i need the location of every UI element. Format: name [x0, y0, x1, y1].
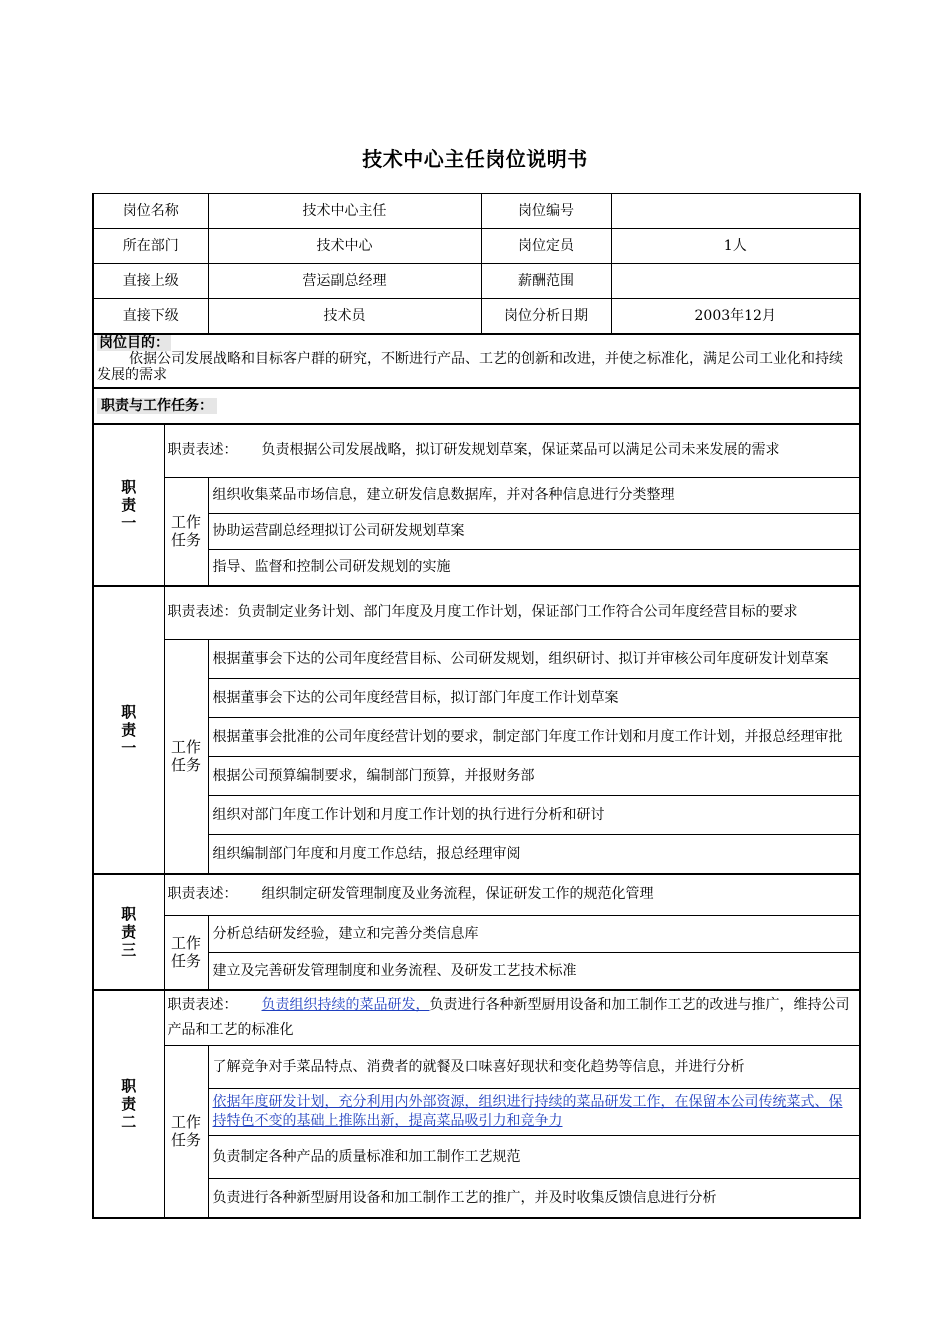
header-value: 技术中心主任 — [208, 194, 481, 229]
task-row — [93, 1135, 860, 1178]
header-label: 岗位名称 — [93, 194, 208, 229]
duty-description: 职责表述：负责制定业务计划、部门年度及月度工作计划，保证部门工作符合公司年度经营目标的要求 — [164, 586, 860, 640]
duty-desc-row — [93, 874, 860, 916]
task-item: 建立及完善研发管理制度和业务流程、及研发工艺技术标准 — [208, 952, 860, 990]
page-title: 技术中心主任岗位说明书 — [362, 147, 588, 171]
task-label: 工作任务 — [164, 477, 208, 586]
task-label: 工作任务 — [164, 915, 208, 990]
task-item: 了解竞争对手菜品特点、消费者的就餐及口味喜好现状和变化趋势等信息，并进行分析 — [208, 1045, 860, 1088]
purpose-text: 依据公司发展战略和目标客户群的研究，不断进行产品、工艺的创新和改进，并使之标准化，满足公司工业化和持续发展的需求 — [97, 350, 843, 383]
header-value — [611, 194, 860, 229]
header-row — [93, 299, 860, 334]
task-item: 分析总结研发经验，建立和完善分类信息库 — [208, 915, 860, 952]
duty-desc-row — [93, 586, 860, 640]
purpose-label: 岗位目的： — [99, 334, 169, 351]
task-item: 根据董事会批准的公司年度经营计划的要求，制定部门年度工作计划和月度工作计划，并报总经理审批 — [208, 717, 860, 756]
header-value: 技术中心 — [208, 229, 481, 264]
header-row — [93, 194, 860, 229]
duty-title: 职 责 三 — [93, 874, 164, 990]
duty-description: 职责表述： 负责组织持续的菜品研发，负责进行各种新型厨用设备和加工制作工艺的改进与推广，维持公司产品和工艺的标准化 — [164, 990, 860, 1046]
task-item: 组织对部门年度工作计划和月度工作计划的执行进行分析和研讨 — [208, 795, 860, 834]
duties-label: 职责与工作任务： — [97, 398, 217, 414]
header-row — [93, 229, 860, 264]
task-item: 负责制定各种产品的质量标准和加工制作工艺规范 — [208, 1135, 860, 1178]
header-label: 岗位定员 — [481, 229, 611, 264]
header-value: 2003年12月 — [611, 299, 860, 334]
task-item: 依据年度研发计划，充分利用内外部资源，组织进行持续的菜品研发工作，在保留本公司传统菜式、保持特色不变的基础上推陈出新，提高菜品吸引力和竞争力 — [208, 1088, 860, 1135]
header-label: 岗位分析日期 — [481, 299, 611, 334]
duty-title: 职 责 一 — [93, 424, 164, 586]
job-description-table — [92, 193, 861, 1219]
duty-desc-row — [93, 990, 860, 1046]
header-label: 所在部门 — [93, 229, 208, 264]
task-item: 负责进行各种新型厨用设备和加工制作工艺的推广，并及时收集反馈信息进行分析 — [208, 1178, 860, 1218]
duty-desc-row — [93, 424, 860, 478]
task-row — [93, 915, 860, 952]
header-value: 营运副总经理 — [208, 264, 481, 299]
task-row — [93, 1045, 860, 1088]
header-label: 直接下级 — [93, 299, 208, 334]
task-row — [93, 795, 860, 834]
task-item: 根据董事会下达的公司年度经营目标、公司研发规划，组织研讨、拟订并审核公司年度研发计划草案 — [208, 639, 860, 678]
task-item: 根据董事会下达的公司年度经营目标，拟订部门年度工作计划草案 — [208, 678, 860, 717]
duty-description: 职责表述： 负责根据公司发展战略，拟订研发规划草案，保证菜品可以满足公司未来发展的需求 — [164, 424, 860, 478]
purpose-row — [93, 334, 860, 388]
header-label: 薪酬范围 — [481, 264, 611, 299]
header-value — [611, 264, 860, 299]
task-row — [93, 678, 860, 717]
duty-title: 职 责 二 — [93, 990, 164, 1218]
header-value: 1人 — [611, 229, 860, 264]
task-item: 组织编制部门年度和月度工作总结，报总经理审阅 — [208, 834, 860, 874]
header-value: 技术员 — [208, 299, 481, 334]
task-row — [93, 1088, 860, 1135]
task-row — [93, 756, 860, 795]
duties-label-row — [93, 388, 860, 424]
task-row — [93, 477, 860, 513]
task-item: 根据公司预算编制要求，编制部门预算，并报财务部 — [208, 756, 860, 795]
task-row — [93, 1178, 860, 1218]
header-label: 岗位编号 — [481, 194, 611, 229]
task-label: 工作任务 — [164, 1045, 208, 1218]
task-row — [93, 549, 860, 586]
header-label: 直接上级 — [93, 264, 208, 299]
task-item: 协助运营副总经理拟订公司研发规划草案 — [208, 513, 860, 549]
task-row — [93, 834, 860, 874]
task-row — [93, 952, 860, 990]
task-item: 指导、监督和控制公司研发规划的实施 — [208, 549, 860, 586]
task-item: 组织收集菜品市场信息，建立研发信息数据库，并对各种信息进行分类整理 — [208, 477, 860, 513]
task-row — [93, 717, 860, 756]
task-row — [93, 639, 860, 678]
duty-title: 职 责 一 — [93, 586, 164, 874]
task-row — [93, 513, 860, 549]
task-label: 工作任务 — [164, 639, 208, 874]
header-row — [93, 264, 860, 299]
duty-description: 职责表述： 组织制定研发管理制度及业务流程，保证研发工作的规范化管理 — [164, 874, 860, 916]
